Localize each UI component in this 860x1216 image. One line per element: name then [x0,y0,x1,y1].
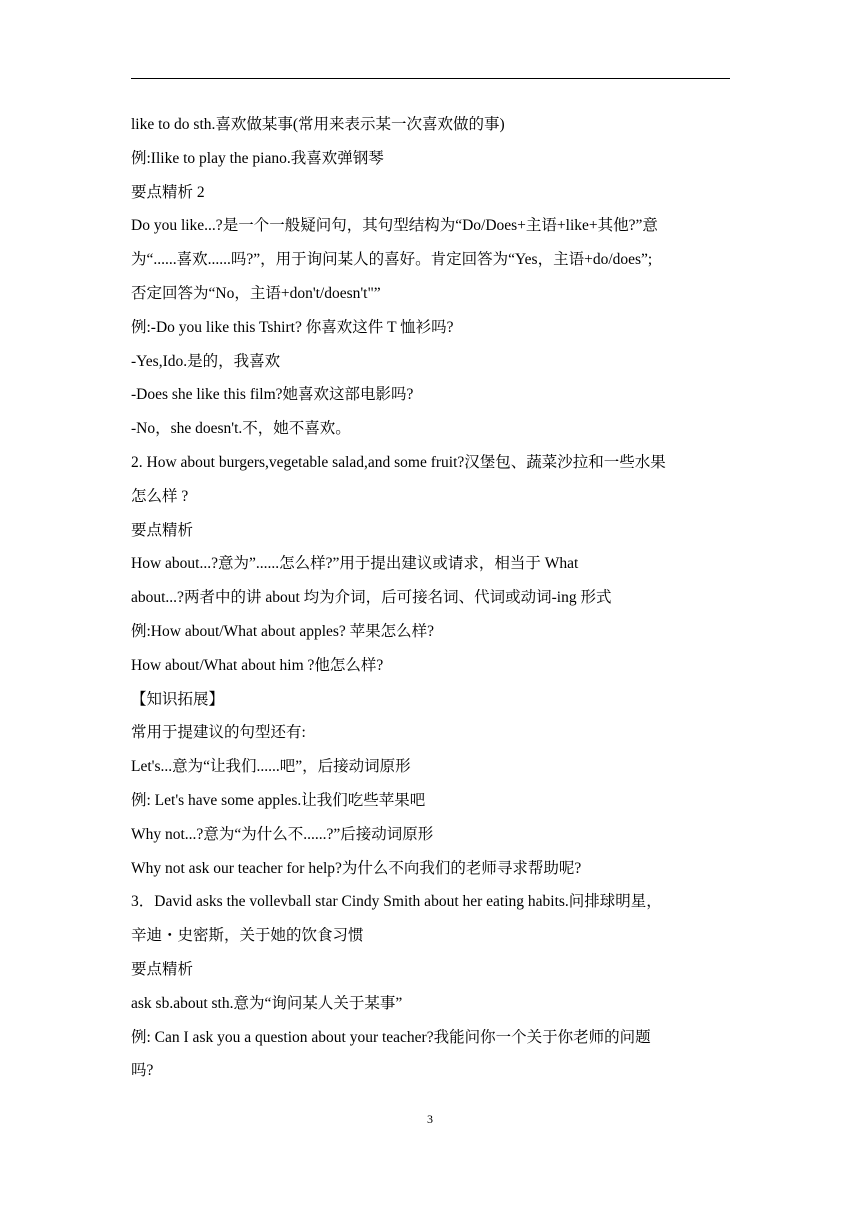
text-line: -Does she like this film?她喜欢这部电影吗? [131,386,414,404]
text-line: 例:Ilike to play the piano.我喜欢弹钢琴 [131,149,384,167]
text-line: 例: Can I ask you a question about your teacher?我能问你一个关于你老师的问题 [131,1028,651,1046]
text-line: 怎么样 ? [131,487,189,505]
text-line: 2. How about burgers,vegetable salad,and some fruit?汉堡包、蔬菜沙拉和一些水果 [131,453,666,471]
body-text [131,108,730,1088]
text-line: 例: Let's have some apples.让我们吃些苹果吧 [131,791,426,809]
page-number: 3 [427,1112,433,1126]
text-line: Why not...?意为“为什么不......?”后接动词原形 [131,825,434,843]
text-line: 常用于提建议的句型还有: [131,724,306,742]
text-line: Why not ask our teacher for help?为什么不向我们的老师寻求帮助呢? [131,859,582,877]
text-line: like to do sth.喜欢做某事(常用来表示某一次喜欢做的事) [131,116,505,133]
text-line: -No，she doesn't.不，她不喜欢。 [131,420,351,438]
section-heading: 要点精析 2 [131,183,205,201]
text-line: Let's...意为“让我们......吧”，后接动词原形 [131,758,411,776]
text-line: 吗? [131,1062,154,1080]
text-line: 辛迪・史密斯，关于她的饮食习惯 [131,927,364,945]
header-rule [131,78,730,79]
text-line: Do you like...?是一个一般疑问句，其句型结构为“Do/Does+主语+like+其他?”意 [131,217,658,235]
text-line: 例:How about/What about apples? 苹果怎么样? [131,622,435,640]
section-heading: 【知识拓展】 [131,690,225,708]
text-line: 例:-Do you like this Tshirt? 你喜欢这件 T 恤衫吗? [131,318,454,336]
section-heading: 要点精析 [131,960,194,978]
text-line: 3．David asks the vollevball star Cindy Smith about her eating habits.问排球明星， [131,893,662,911]
text-line: 为“......喜欢......吗?”，用于询问某人的喜好。肯定回答为“Yes，主语+do/does”; [131,251,653,269]
text-line: 否定回答为“No，主语+don't/doesn't"” [131,284,381,302]
text-line: about...?两者中的讲 about 均为介词，后可接名词、代词或动词-ing 形式 [131,589,612,607]
text-line: ask sb.about sth.意为“询问某人关于某事” [131,994,403,1012]
text-line: -Yes,Ido.是的，我喜欢 [131,352,281,370]
text-line: How about/What about him ?他怎么样? [131,656,384,674]
section-heading: 要点精析 [131,521,194,539]
text-line: How about...?意为”......怎么样?”用于提出建议或请求，相当于 What [131,555,579,573]
